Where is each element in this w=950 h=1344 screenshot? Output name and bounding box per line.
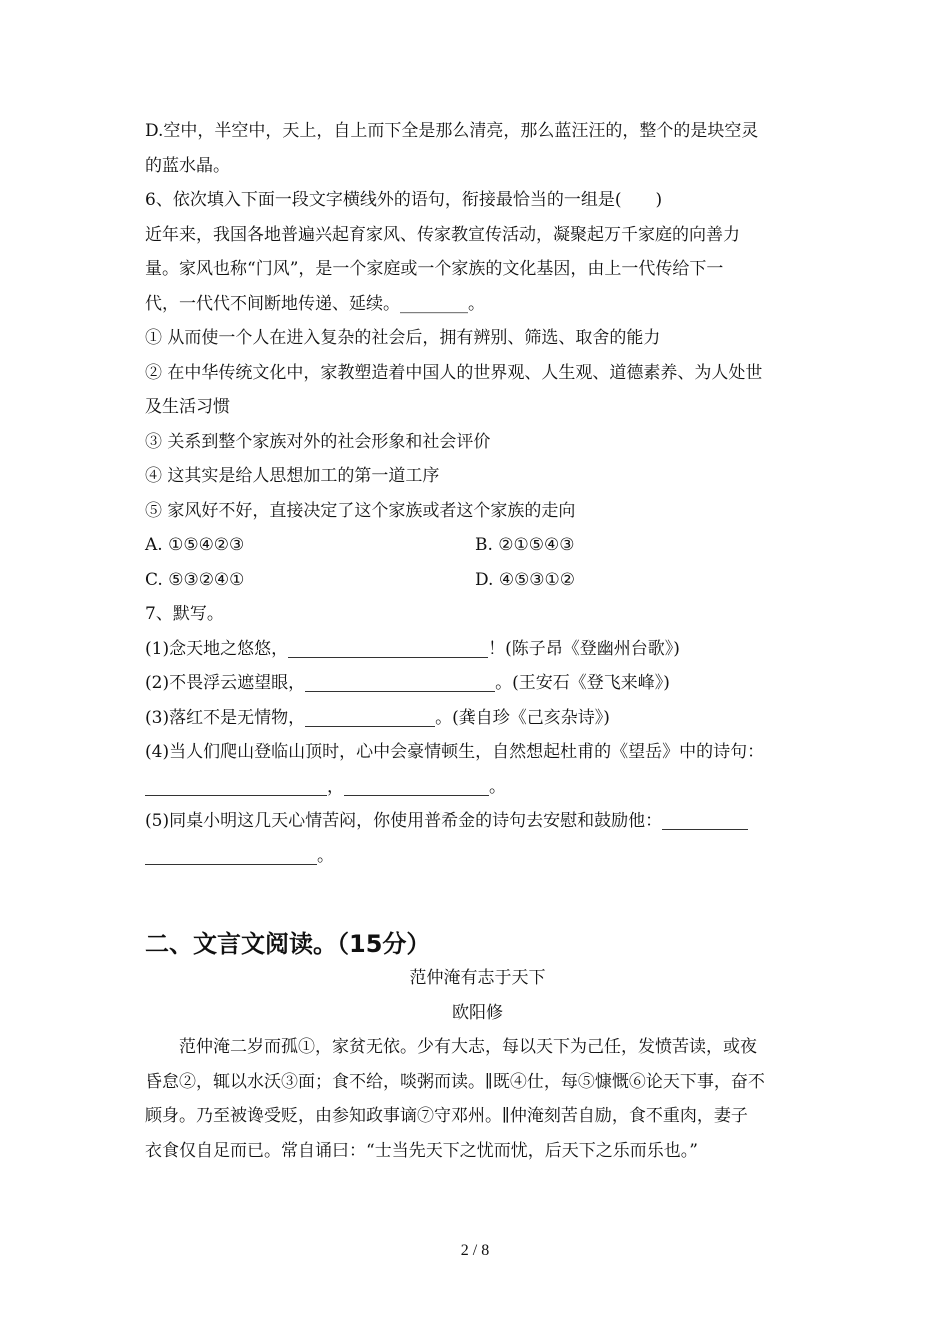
q6-item-4: ④ 这其实是给人思想加工的第一道工序 [145,466,440,486]
q7-s2-source: 。(王安石《登飞来峰》) [495,673,670,693]
essay-para-line1: 范仲淹二岁而孤①，家贫无依。少有大志，每以天下为己任，发愤苦读，或夜 [179,1037,757,1057]
q7-s4-blank-1 [145,775,327,796]
q7-s5-blank-1 [662,809,748,830]
essay-para-line3: 顾身。乃至被谗受贬，由参知政事谪⑦守邓州。∥仲淹刻苦自励，食不重肉，妻子 [145,1106,748,1126]
q5-option-d-line2: 的蓝水晶。 [145,155,230,176]
q6-item-1: ① 从而使一个人在进入复杂的社会后，拥有辨别、筛选、取舍的能力 [145,328,661,348]
q7-sentence-3 [145,701,810,736]
q7-s3-source: 。(龚自珍《己亥杂诗》) [435,707,610,728]
q7-s5-prompt: (5)同桌小明这几天心情苦闷，你使用普希金的诗句去安慰和鼓励他： [145,811,663,831]
q7-s1-blank [288,637,488,658]
q7-s3-prompt: (3)落红不是无情物， [145,707,306,728]
q7-s5-blank-2 [145,844,317,865]
q7-s4-separator: ， [327,776,344,797]
q6-options-row-1 [145,528,810,563]
q6-passage-line2: 量。家风也称“门风”，是一个家庭或一个家族的文化基因，由上一代传给下一 [145,259,724,279]
q7-sentence-2 [145,666,810,701]
section-2-title: 二、文言文阅读。（15分） [145,930,431,958]
q7-s4-end: 。 [489,776,506,797]
essay-para-line4: 衣食仅自足而已。常自诵曰：“士当先天下之忧而忧，后天下之乐而乐也。” [145,1140,698,1161]
q7-s1-source: ！(陈子昂《登幽州台歌》) [488,638,680,659]
page-number: 2 / 8 [460,1242,490,1259]
q6-option-b: B. ②①⑤④③ [475,535,575,555]
q6-passage-line3: 代，一代代不间断地传递、延续。________。 [145,293,485,314]
q7-sentence-4-line1: (4)当人们爬山登临山顶时，心中会豪情顿生，自然想起杜甫的《望岳》中的诗句： [145,742,765,762]
document-page [145,114,810,1168]
q7-s5-end: 。 [317,845,334,866]
q7-s1-prompt: (1)念天地之悠悠， [145,638,289,659]
q5-option-d-line1: D.空中，半空中，天上，自上而下全是那么清亮，那么蓝汪汪的，整个的是块空灵 [145,121,759,141]
essay-title: 范仲淹有志于天下 [409,968,546,988]
q6-option-a: A. ①⑤④②③ [145,535,245,555]
q6-item-3: ③ 关系到整个家族对外的社会形象和社会评价 [145,431,491,452]
q6-passage-line1: 近年来，我国各地普遍兴起育家风、传家教宣传活动，凝聚起万千家庭的向善力 [145,224,740,245]
q7-sentence-1 [145,632,810,667]
q7-s2-prompt: (2)不畏浮云遮望眼， [145,673,306,693]
q6-item-2-line2: 及生活习惯 [145,397,230,417]
q7-s3-blank [305,706,435,727]
q6-item-2-line1: ② 在中华传统文化中，家教塑造着中国人的世界观、人生观、道德素养、为人处世 [145,362,763,383]
q7-s4-blank-2 [344,775,489,796]
q6-stem: 6、依次填入下面一段文字横线外的语句，衔接最恰当的一组是( ) [145,190,663,210]
q6-options-row-2 [145,563,810,598]
q7-sentence-5-line2 [145,839,810,874]
q6-option-c: C. ⑤③②④① [145,569,245,590]
q6-option-d: D. ④⑤③①② [475,569,576,590]
q7-stem: 7、默写。 [145,604,224,624]
q7-sentence-4-line2 [145,770,810,805]
q6-item-5: ⑤ 家风好不好，直接决定了这个家族或者这个家族的走向 [145,500,576,521]
essay-para-line2: 昏怠②，辄以水沃③面；食不给，啖粥而读。∥既④仕，每⑤慷慨⑥论天下事，奋不 [145,1071,765,1092]
q7-s2-blank [305,671,495,692]
essay-author: 欧阳修 [452,1002,503,1023]
q7-sentence-5-line1 [145,804,810,839]
